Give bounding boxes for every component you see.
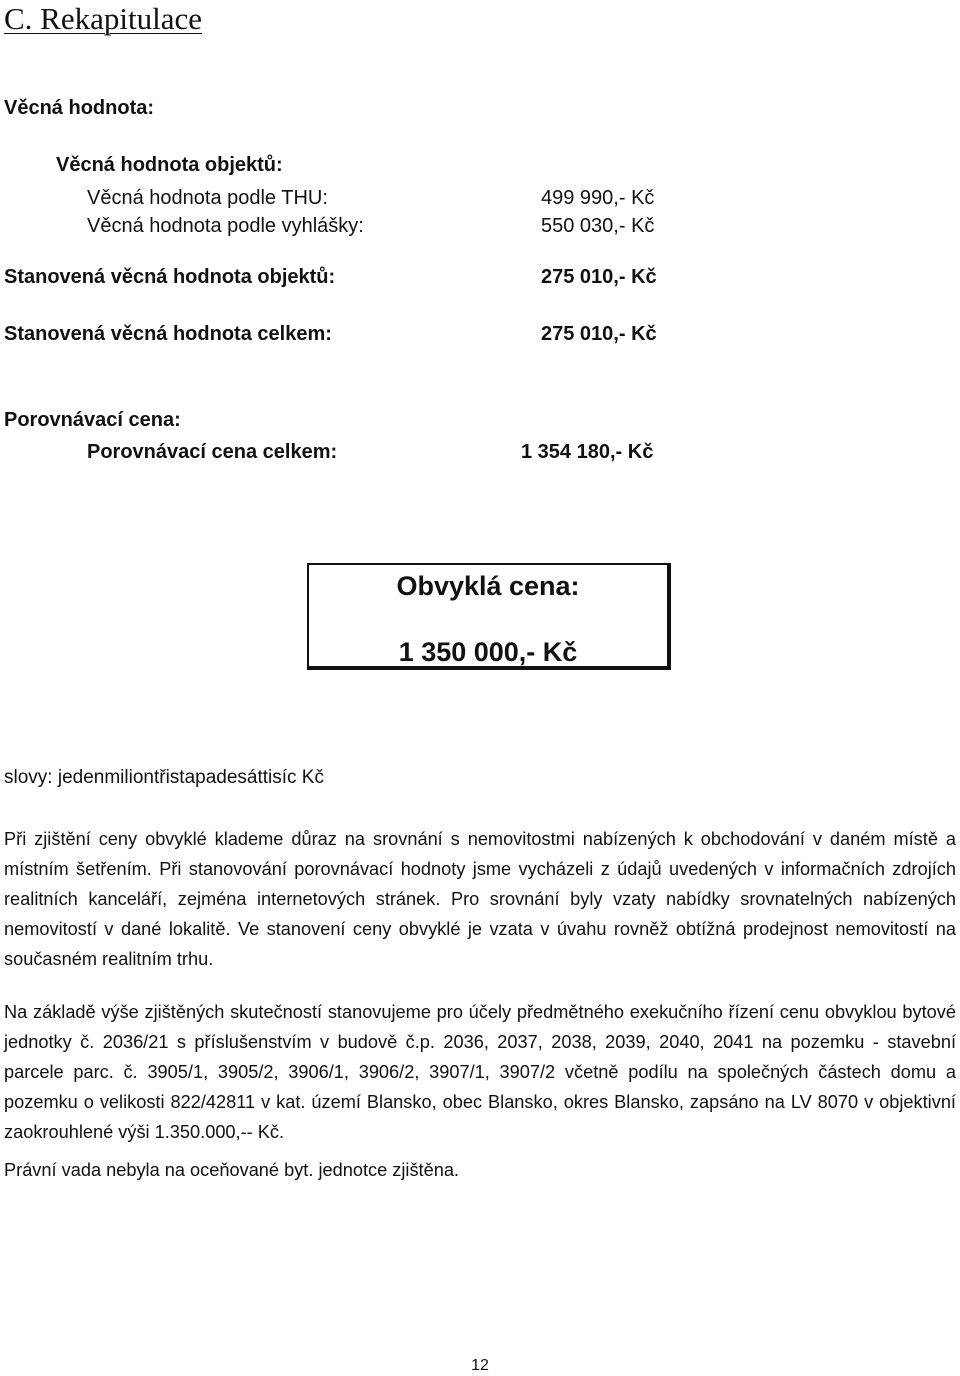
vyhlaska-value: 550 030,- Kč bbox=[541, 215, 655, 237]
paragraph-pravni-vada: Právní vada nebyla na oceňované byt. jednotce zjištěna. bbox=[4, 1160, 459, 1180]
vecna-hodnota-objektu-label: Věcná hodnota objektů: bbox=[56, 154, 283, 176]
page-heading: C. Rekapitulace bbox=[4, 1, 202, 36]
paragraph-zjisteni: Při zjištění ceny obvyklé klademe důraz na srovnání s nemovitostmi nabízených k obchodování v daném místě a místním šetřením. Při stanovování porovnávací hodnoty jsme vycházeli z údajů uvedených v informačních zdrojích realitních kanceláří, zejména internetových stránek. Pro srovnání byly vzaty nabídky srovnatelných nabízených nemovitostí v dané lokalitě. Ve stanovení ceny obvyklé je vzata v úvahu rovněž obtížná prodejnost nemovitostí na současném realitním trhu. bbox=[4, 829, 956, 969]
obvykla-cena-value: 1 350 000,- Kč bbox=[398, 637, 578, 667]
vecna-hodnota-label: Věcná hodnota: bbox=[4, 97, 155, 119]
paragraph-zaver: Na základě výše zjištěných skutečností stanovujeme pro účely předmětného exekučního řízení cenu obvyklou bytové jednotky č. 2036/21 s příslušenstvím v budově č.p. 2036, 2037, 2038, 2039, 2040, 2041 na pozemku - stavební parcele parc. č. 3905/1, 3905/2, 3906/1, 3906/2, 3907/1, 3907/2 včetně podílu na společných částech domu a pozemku o velikosti 822/42811 v kat. území Blansko, obec Blansko, okres Blansko, zapsáno na LV 8070 v objektivní zaokrouhlené výši 1.350.000,-- Kč. bbox=[4, 1002, 956, 1142]
thu-value: 499 990,- Kč bbox=[541, 187, 655, 209]
obvykla-cena-label: Obvyklá cena: bbox=[396, 571, 580, 601]
stanovena-objektu-value: 275 010,- Kč bbox=[541, 266, 657, 288]
porovnavaci-celkem-value: 1 354 180,- Kč bbox=[521, 441, 654, 463]
porovnavaci-celkem-label: Porovnávací cena celkem: bbox=[87, 441, 338, 463]
porovnavaci-cena-label: Porovnávací cena: bbox=[4, 409, 181, 431]
stanovena-celkem-label: Stanovená věcná hodnota celkem: bbox=[4, 323, 332, 345]
page-number: 12 bbox=[471, 1357, 489, 1374]
stanovena-objektu-label: Stanovená věcná hodnota objektů: bbox=[4, 266, 336, 288]
stanovena-celkem-value: 275 010,- Kč bbox=[541, 323, 657, 345]
thu-label: Věcná hodnota podle THU: bbox=[87, 187, 328, 209]
obvykla-cena-box bbox=[307, 563, 671, 670]
slovy-text: slovy: jedenmiliontřistapadesáttisíc Kč bbox=[4, 767, 324, 788]
vyhlaska-label: Věcná hodnota podle vyhlášky: bbox=[87, 215, 364, 237]
